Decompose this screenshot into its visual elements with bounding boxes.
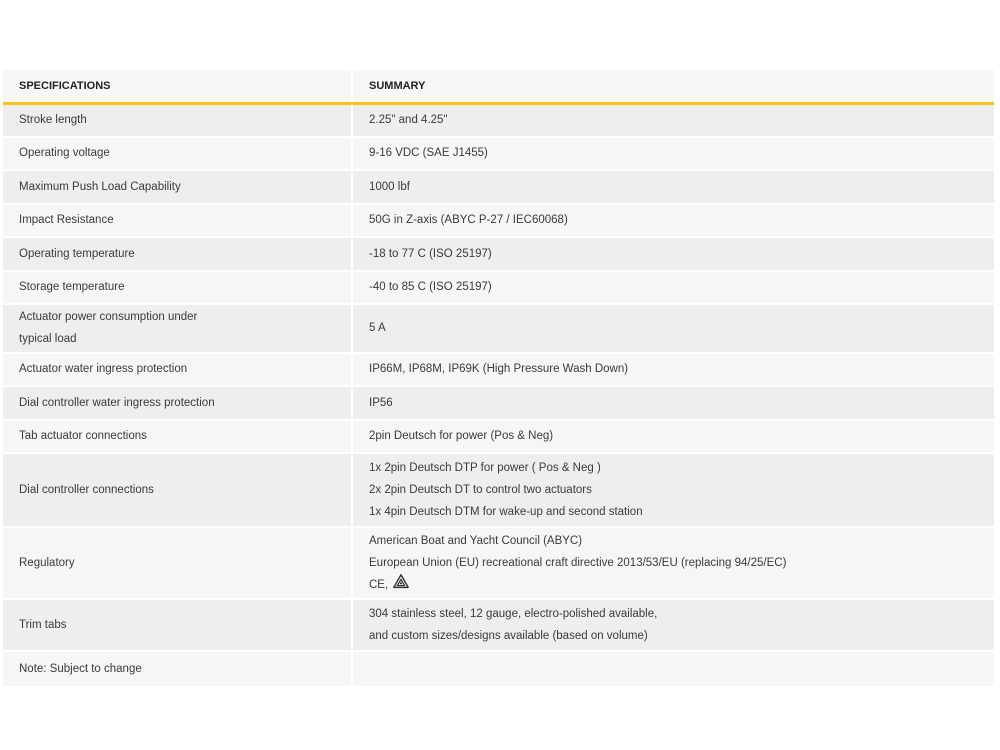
spec-label: Dial controller water ingress protection [3,386,352,420]
spec-value: 5 A [352,304,994,353]
spec-label: Actuator water ingress protection [3,353,352,386]
table-row [3,137,994,170]
spec-value-line: and custom sizes/designs available (based on volume) [369,629,648,642]
table-row [3,599,994,651]
spec-value: -40 to 85 C (ISO 25197) [352,271,994,304]
spec-value-line: 1x 4pin Deutsch DTM for wake-up and second station [369,505,643,518]
table-row [3,104,994,137]
spec-value: 2pin Deutsch for power (Pos & Neg) [352,420,994,453]
spec-value-line: 1x 2pin Deutsch DTP for power ( Pos & Neg ) [369,461,601,474]
spec-value-line: American Boat and Yacht Council (ABYC) [369,534,583,547]
spec-label: Dial controller connections [3,453,352,527]
table-row [3,170,994,204]
table-row [3,204,994,237]
spec-value: 1000 lbf [352,170,994,204]
ce-mark-text: CE, [369,578,389,591]
spec-value: 9-16 VDC (SAE J1455) [352,137,994,170]
spec-label: Tab actuator connections [3,420,352,453]
table-row [3,271,994,304]
header-summary: SUMMARY [352,70,994,104]
spec-value [352,599,994,651]
spec-label: Operating voltage [3,137,352,170]
table-header-row [3,70,994,104]
table-row [3,527,994,599]
spec-label: Impact Resistance [3,204,352,237]
spec-label: Regulatory [3,527,352,599]
table-row [3,237,994,271]
spec-value [352,453,994,527]
spec-value: 50G in Z-axis (ABYC P-27 / IEC60068) [352,204,994,237]
spec-value-line: 2x 2pin Deutsch DT to control two actuators [369,483,592,496]
spec-value: IP66M, IP68M, IP69K (High Pressure Wash Down) [352,353,994,386]
table-row [3,651,994,687]
spec-value: 2.25" and 4.25" [352,104,994,137]
spec-label-line: Actuator power consumption under [19,311,198,323]
spec-label: Storage temperature [3,271,352,304]
spec-value-line [369,574,994,596]
table-row [3,420,994,453]
spec-label: Operating temperature [3,237,352,271]
spec-value [352,651,994,687]
spec-label: Stroke length [3,104,352,137]
table-row [3,304,994,353]
spec-value-line: 304 stainless steel, 12 gauge, electro-polished available, [369,607,658,620]
spec-value [352,527,994,599]
header-specifications: SPECIFICATIONS [3,70,352,104]
spec-value: -18 to 77 C (ISO 25197) [352,237,994,271]
note-label: Note: Subject to change [3,651,352,687]
spec-value: IP56 [352,386,994,420]
certification-logo-icon [392,573,410,591]
spec-label: Trim tabs [3,599,352,651]
table-row [3,453,994,527]
spec-label [3,304,352,353]
spec-label-line: typical load [19,333,77,345]
spec-label: Maximum Push Load Capability [3,170,352,204]
specifications-table [3,70,994,688]
spec-value-line: European Union (EU) recreational craft directive 2013/53/EU (replacing 94/25/EC) [369,556,787,569]
table-row [3,353,994,386]
table-row [3,386,994,420]
